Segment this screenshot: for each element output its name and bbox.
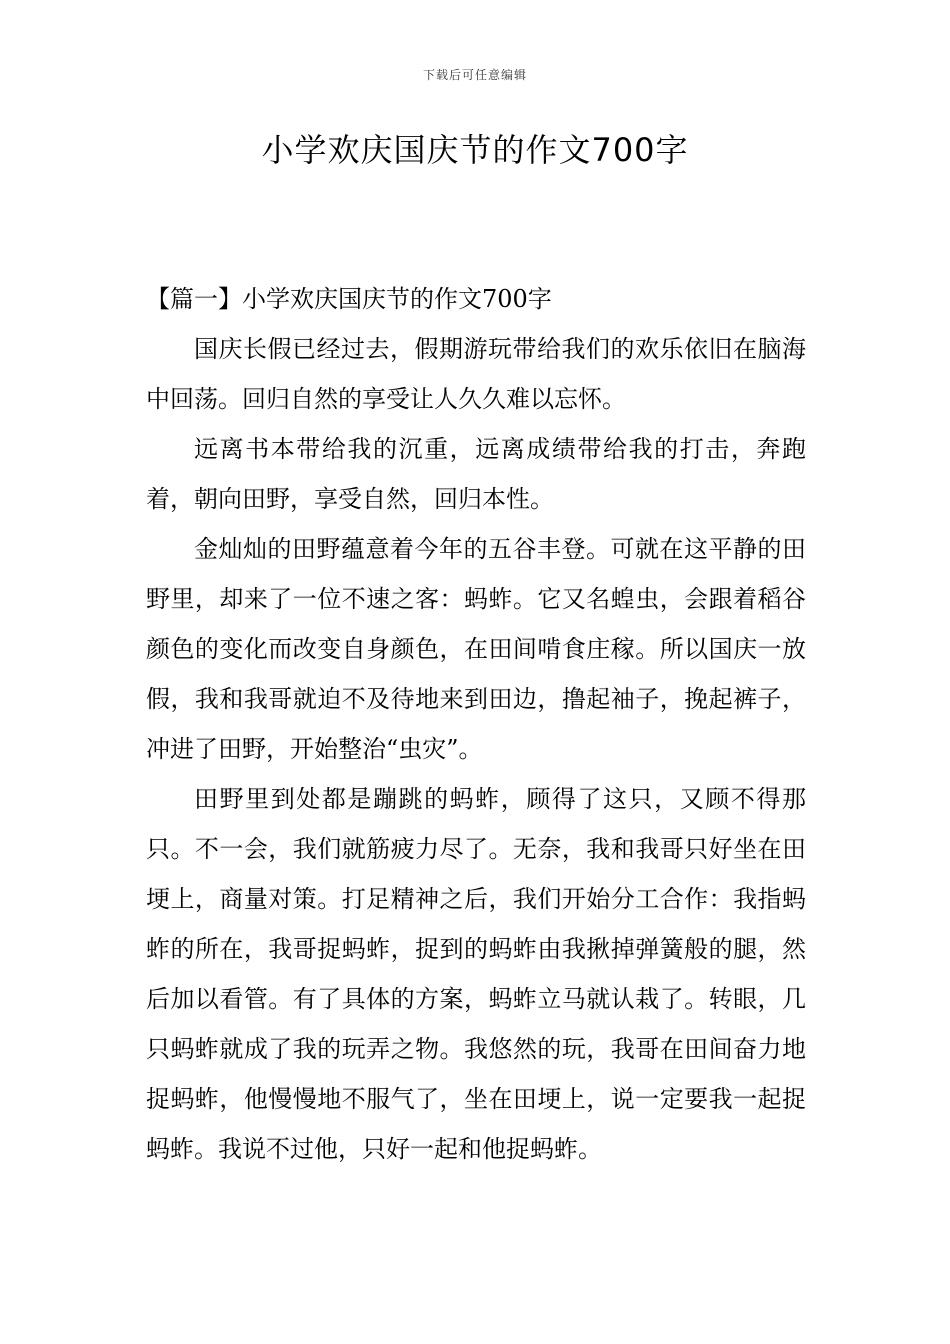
- paragraph-2: 远离书本带给我的沉重，远离成绩带给我的打击，奔跑着，朝向田野，享受自然，回归本性。: [146, 435, 806, 513]
- paragraph-1: 国庆长假已经过去，假期游玩带给我们的欢乐依旧在脑海中回荡。回归自然的享受让人久久难以忘怀。: [146, 335, 806, 413]
- section-heading: 【篇一】小学欢庆国庆节的作文700字: [146, 285, 552, 313]
- paragraph-4: 田野里到处都是蹦跳的蚂蚱，顾得了这只，又顾不得那只。不一会，我们就筋疲力尽了。无奈，我和我哥只好坐在田埂上，商量对策。打足精神之后，我们开始分工合作：我指蚂蚱的所在，我哥捉蚂蚱，捉到的蚂蚱由我揪掉弹簧般的腿，然后加以看管。有了具体的方案，蚂蚱立马就认栽了。转眼，几只蚂蚱就成了我的玩弄之物。我悠然的玩，我哥在田间奋力地捉蚂蚱，他慢慢地不服气了，坐在田埂上，说一定要我一起捉蚂蚱。我说不过他，只好一起和他捉蚂蚱。: [146, 785, 806, 1163]
- paragraph-3: 金灿灿的田野蕴意着今年的五谷丰登。可就在这平静的田野里，却来了一位不速之客：蚂蚱。它又名蝗虫，会跟着稻谷颜色的变化而改变自身颜色，在田间啃食庄稼。所以国庆一放假，我和我哥就迫不及待地来到田边，撸起袖子，挽起裤子，冲进了田野，开始整治“虫灾”。: [146, 535, 806, 763]
- document-title: 小学欢庆国庆节的作文700字: [261, 131, 689, 169]
- document-body: [146, 274, 806, 1174]
- header-note: 下载后可任意编辑: [422, 68, 527, 82]
